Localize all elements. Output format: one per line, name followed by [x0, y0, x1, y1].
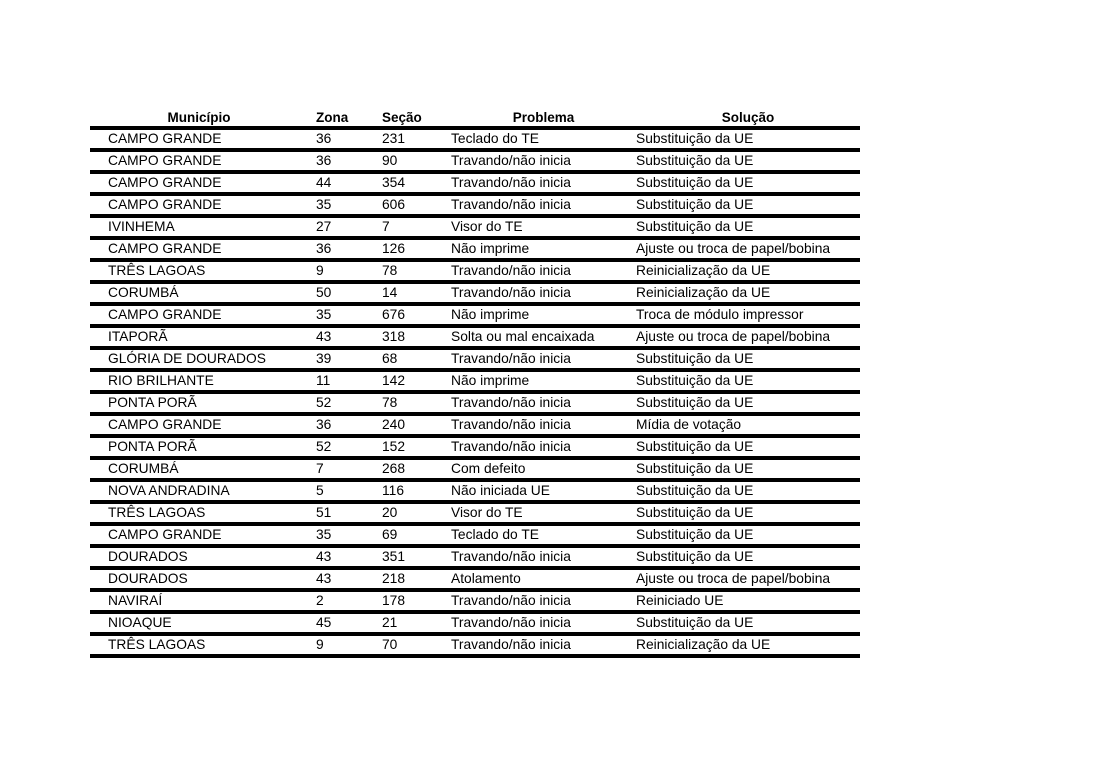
cell-zona: 5 [308, 480, 376, 502]
cell-secao: 116 [376, 480, 451, 502]
table-row [90, 458, 860, 480]
table-row [90, 524, 860, 546]
cell-zona: 9 [308, 260, 376, 282]
cell-zona: 44 [308, 172, 376, 194]
cell-municipio: IVINHEMA [90, 216, 308, 238]
cell-problema: Travando/não inicia [451, 150, 636, 172]
cell-solucao: Ajuste ou troca de papel/bobina [636, 326, 860, 348]
cell-problema: Não imprime [451, 370, 636, 392]
cell-municipio: CAMPO GRANDE [90, 304, 308, 326]
cell-secao: 142 [376, 370, 451, 392]
cell-solucao: Ajuste ou troca de papel/bobina [636, 568, 860, 590]
cell-zona: 39 [308, 348, 376, 370]
cell-solucao: Reiniciado UE [636, 590, 860, 612]
table-row [90, 502, 860, 524]
cell-zona: 9 [308, 634, 376, 656]
table-row [90, 546, 860, 568]
cell-zona: 2 [308, 590, 376, 612]
cell-solucao: Substituição da UE [636, 216, 860, 238]
cell-problema: Travando/não inicia [451, 634, 636, 656]
cell-solucao: Troca de módulo impressor [636, 304, 860, 326]
cell-problema: Não iniciada UE [451, 480, 636, 502]
cell-municipio: CORUMBÁ [90, 458, 308, 480]
table-row [90, 282, 860, 304]
table-row [90, 480, 860, 502]
cell-problema: Travando/não inicia [451, 612, 636, 634]
cell-secao: 90 [376, 150, 451, 172]
table-row [90, 304, 860, 326]
column-header-zona: Zona [308, 110, 376, 128]
cell-problema: Travando/não inicia [451, 414, 636, 436]
table-row [90, 326, 860, 348]
column-header-secao: Seção [376, 110, 451, 128]
cell-problema: Travando/não inicia [451, 392, 636, 414]
cell-solucao: Substituição da UE [636, 370, 860, 392]
cell-secao: 178 [376, 590, 451, 612]
cell-municipio: PONTA PORÃ [90, 436, 308, 458]
cell-municipio: TRÊS LAGOAS [90, 634, 308, 656]
table-row [90, 568, 860, 590]
cell-secao: 231 [376, 128, 451, 150]
cell-municipio: RIO BRILHANTE [90, 370, 308, 392]
table-body [90, 128, 860, 656]
cell-problema: Travando/não inicia [451, 194, 636, 216]
cell-zona: 36 [308, 238, 376, 260]
cell-municipio: GLÓRIA DE DOURADOS [90, 348, 308, 370]
column-header-municipio: Município [90, 110, 308, 128]
column-header-problema: Problema [451, 110, 636, 128]
cell-municipio: NOVA ANDRADINA [90, 480, 308, 502]
cell-secao: 152 [376, 436, 451, 458]
cell-problema: Com defeito [451, 458, 636, 480]
table-row [90, 172, 860, 194]
cell-solucao: Substituição da UE [636, 458, 860, 480]
cell-problema: Teclado do TE [451, 524, 636, 546]
cell-zona: 36 [308, 414, 376, 436]
cell-secao: 20 [376, 502, 451, 524]
cell-municipio: CAMPO GRANDE [90, 128, 308, 150]
cell-zona: 36 [308, 150, 376, 172]
table-row [90, 150, 860, 172]
table-row [90, 392, 860, 414]
cell-municipio: CAMPO GRANDE [90, 524, 308, 546]
cell-municipio: TRÊS LAGOAS [90, 502, 308, 524]
cell-zona: 35 [308, 524, 376, 546]
cell-secao: 351 [376, 546, 451, 568]
cell-zona: 27 [308, 216, 376, 238]
cell-zona: 11 [308, 370, 376, 392]
cell-problema: Travando/não inicia [451, 590, 636, 612]
table-row [90, 238, 860, 260]
cell-problema: Visor do TE [451, 502, 636, 524]
cell-secao: 354 [376, 172, 451, 194]
cell-secao: 606 [376, 194, 451, 216]
cell-solucao: Reinicialização da UE [636, 260, 860, 282]
cell-zona: 35 [308, 194, 376, 216]
cell-zona: 52 [308, 436, 376, 458]
table-row [90, 436, 860, 458]
table-row [90, 260, 860, 282]
cell-municipio: DOURADOS [90, 546, 308, 568]
table-row [90, 414, 860, 436]
header-row [90, 110, 860, 128]
cell-solucao: Reinicialização da UE [636, 634, 860, 656]
table-row [90, 348, 860, 370]
cell-solucao: Mídia de votação [636, 414, 860, 436]
cell-municipio: ITAPORÃ [90, 326, 308, 348]
cell-problema: Travando/não inicia [451, 546, 636, 568]
cell-secao: 318 [376, 326, 451, 348]
table-row [90, 590, 860, 612]
cell-solucao: Substituição da UE [636, 480, 860, 502]
cell-secao: 78 [376, 260, 451, 282]
cell-problema: Travando/não inicia [451, 172, 636, 194]
cell-secao: 218 [376, 568, 451, 590]
table-row [90, 370, 860, 392]
cell-municipio: CAMPO GRANDE [90, 414, 308, 436]
cell-secao: 68 [376, 348, 451, 370]
column-header-solucao: Solução [636, 110, 860, 128]
cell-secao: 240 [376, 414, 451, 436]
cell-problema: Visor do TE [451, 216, 636, 238]
cell-solucao: Substituição da UE [636, 128, 860, 150]
cell-zona: 7 [308, 458, 376, 480]
cell-secao: 676 [376, 304, 451, 326]
cell-zona: 43 [308, 546, 376, 568]
cell-municipio: NIOAQUE [90, 612, 308, 634]
cell-secao: 70 [376, 634, 451, 656]
cell-zona: 52 [308, 392, 376, 414]
cell-secao: 69 [376, 524, 451, 546]
cell-secao: 7 [376, 216, 451, 238]
cell-municipio: PONTA PORÃ [90, 392, 308, 414]
cell-problema: Travando/não inicia [451, 282, 636, 304]
cell-zona: 43 [308, 568, 376, 590]
cell-municipio: CAMPO GRANDE [90, 194, 308, 216]
cell-municipio: CAMPO GRANDE [90, 172, 308, 194]
table-row [90, 216, 860, 238]
table-row [90, 612, 860, 634]
cell-problema: Solta ou mal encaixada [451, 326, 636, 348]
cell-problema: Teclado do TE [451, 128, 636, 150]
cell-zona: 35 [308, 304, 376, 326]
cell-problema: Não imprime [451, 238, 636, 260]
cell-problema: Travando/não inicia [451, 348, 636, 370]
cell-municipio: CAMPO GRANDE [90, 150, 308, 172]
table-row [90, 634, 860, 656]
cell-solucao: Substituição da UE [636, 502, 860, 524]
cell-solucao: Substituição da UE [636, 392, 860, 414]
cell-secao: 126 [376, 238, 451, 260]
cell-municipio: TRÊS LAGOAS [90, 260, 308, 282]
table-header [90, 110, 860, 128]
cell-secao: 268 [376, 458, 451, 480]
cell-problema: Não imprime [451, 304, 636, 326]
cell-solucao: Reinicialização da UE [636, 282, 860, 304]
cell-secao: 14 [376, 282, 451, 304]
cell-zona: 45 [308, 612, 376, 634]
cell-problema: Travando/não inicia [451, 436, 636, 458]
cell-zona: 50 [308, 282, 376, 304]
urn-issues-table-container [90, 110, 860, 658]
cell-solucao: Substituição da UE [636, 348, 860, 370]
cell-solucao: Substituição da UE [636, 150, 860, 172]
cell-solucao: Substituição da UE [636, 612, 860, 634]
cell-secao: 78 [376, 392, 451, 414]
cell-secao: 21 [376, 612, 451, 634]
table-row [90, 128, 860, 150]
cell-zona: 43 [308, 326, 376, 348]
cell-municipio: CORUMBÁ [90, 282, 308, 304]
cell-problema: Atolamento [451, 568, 636, 590]
cell-solucao: Substituição da UE [636, 436, 860, 458]
cell-zona: 51 [308, 502, 376, 524]
cell-problema: Travando/não inicia [451, 260, 636, 282]
cell-solucao: Substituição da UE [636, 546, 860, 568]
cell-solucao: Substituição da UE [636, 194, 860, 216]
cell-solucao: Substituição da UE [636, 172, 860, 194]
cell-zona: 36 [308, 128, 376, 150]
cell-municipio: NAVIRAÍ [90, 590, 308, 612]
cell-municipio: DOURADOS [90, 568, 308, 590]
urn-issues-table [90, 110, 860, 658]
cell-solucao: Ajuste ou troca de papel/bobina [636, 238, 860, 260]
cell-solucao: Substituição da UE [636, 524, 860, 546]
cell-municipio: CAMPO GRANDE [90, 238, 308, 260]
table-row [90, 194, 860, 216]
